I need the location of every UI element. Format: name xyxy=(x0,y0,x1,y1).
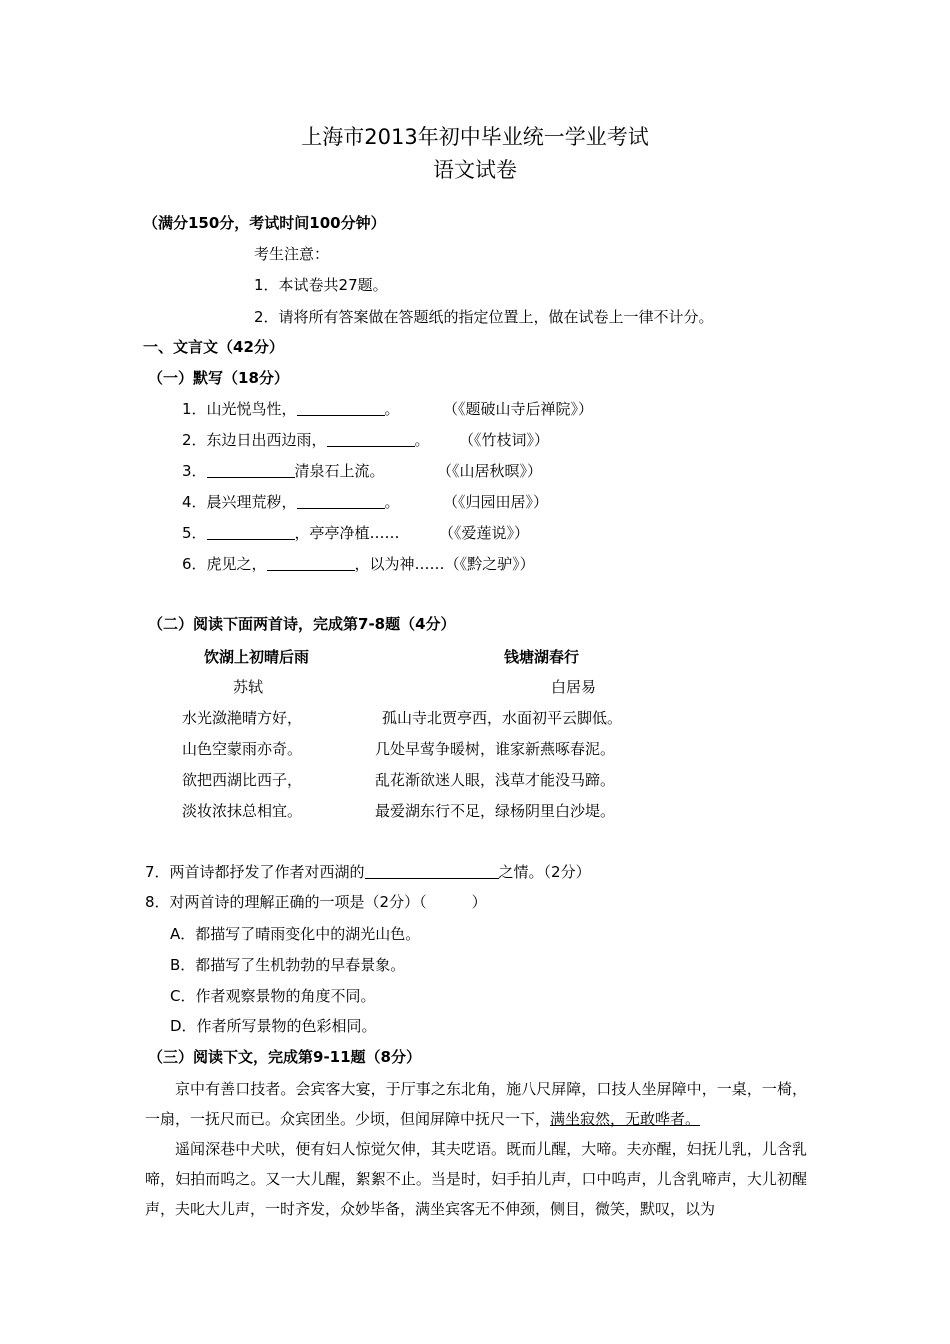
dictation-item: 6．虎见之， ，以为神……（《黔之驴》） xyxy=(182,555,535,573)
poem1-line: 淡妆浓抹总相宜。 xyxy=(182,802,303,820)
poem2-author: 白居易 xyxy=(551,678,597,696)
dictation-item: 5． ，亭亭净植…… xyxy=(182,524,400,542)
dictation-item: 4．晨兴理荒秽， 。 xyxy=(182,493,400,511)
answer-blank[interactable] xyxy=(267,555,355,571)
poem2-title: 钱塘湖春行 xyxy=(504,648,580,666)
q8-option-a: A．都描写了晴雨变化中的湖光山色。 xyxy=(170,925,421,943)
part-title-poems: （二）阅读下面两首诗，完成第7-8题（4分） xyxy=(148,615,456,633)
prose-passage xyxy=(145,1074,807,1224)
question-8: 8．对两首诗的理解正确的一项是（2分）（ ） xyxy=(145,893,487,911)
answer-blank[interactable] xyxy=(297,493,385,509)
question-7: 7．两首诗都抒发了作者对西湖的 之情。（2分） xyxy=(145,863,591,881)
notice-item-2: 2．请将所有答案做在答题纸的指定位置上，做在试卷上一律不计分。 xyxy=(254,308,714,326)
part-title-prose: （三）阅读下文，完成第9-11题（8分） xyxy=(148,1048,421,1066)
poem2-line: 乱花渐欲迷人眼，浅草才能没马蹄。 xyxy=(375,771,616,789)
poem1-author: 苏轼 xyxy=(233,678,264,696)
dictation-source: （《题破山寺后禅院》） xyxy=(443,400,594,418)
exam-subtitle: 语文试卷 xyxy=(433,158,517,182)
answer-blank[interactable] xyxy=(207,524,295,540)
exam-title: 上海市2013年初中毕业统一学业考试 xyxy=(301,125,649,149)
dictation-source: （《爱莲说》） xyxy=(439,524,530,542)
poem1-title: 饮湖上初晴后雨 xyxy=(204,648,310,666)
dictation-item: 2．东边日出西边雨， 。 xyxy=(182,431,430,449)
poem1-line: 水光潋滟晴方好， xyxy=(182,709,303,727)
notice-heading: 考生注意： xyxy=(254,245,330,263)
prose-paragraph-2: 遥闻深巷中犬吠，便有妇人惊觉欠伸，其夫呓语。既而儿醒，大啼。夫亦醒，妇抚儿乳，儿含乳啼，妇拍而呜之。又一大儿醒，絮絮不止。当是时，妇手拍儿声，口中呜声，儿含乳啼声，大儿初醒声，夫叱大儿声，一时齐发，众妙毕备，满坐宾客无不伸颈，侧目，微笑，默叹，以为 xyxy=(145,1140,807,1218)
score-time-note: （满分150分，考试时间100分钟） xyxy=(143,214,386,232)
dictation-item: 1．山光悦鸟性， 。 xyxy=(182,400,400,418)
notice-item-1: 1．本试卷共27题。 xyxy=(254,276,388,294)
dictation-source: （《归园田居》） xyxy=(443,493,549,511)
part-title-dictation: （一）默写（18分） xyxy=(148,369,289,387)
dictation-source: （《竹枝词》） xyxy=(459,431,550,449)
prose-paragraph-1: 京中有善口技者。会宾客大宴，于厅事之东北角，施八尺屏障，口技人坐屏障中，一桌，一椅，一扇，一抚尺而已。众宾团坐。少顷，但闻屏障中抚尺一下，满坐寂然，无敢哗者。 xyxy=(145,1080,807,1128)
poem2-line: 几处早莺争暖树，谁家新燕啄春泥。 xyxy=(375,740,616,758)
answer-blank[interactable] xyxy=(365,863,499,879)
dictation-item: 3． 清泉石上流。 xyxy=(182,462,385,480)
section-title-classical: 一、文言文（42分） xyxy=(143,338,284,356)
poem2-line: 最爱湖东行不足，绿杨阴里白沙堤。 xyxy=(375,802,616,820)
answer-blank[interactable] xyxy=(207,462,295,478)
poem1-line: 欲把西湖比西子， xyxy=(182,771,303,789)
dictation-source: （《山居秋暝》） xyxy=(437,462,543,480)
answer-blank[interactable] xyxy=(297,400,385,416)
poem2-line: 孤山寺北贾亭西，水面初平云脚低。 xyxy=(382,709,623,727)
q8-option-b: B．都描写了生机勃勃的早春景象。 xyxy=(170,956,406,974)
answer-blank[interactable] xyxy=(327,431,415,447)
q8-option-d: D．作者所写景物的色彩相同。 xyxy=(170,1017,377,1035)
poem1-line: 山色空蒙雨亦奇。 xyxy=(182,740,303,758)
underlined-sentence: 满坐寂然，无敢哗者。 xyxy=(550,1110,701,1128)
q8-option-c: C．作者观察景物的角度不同。 xyxy=(170,987,376,1005)
